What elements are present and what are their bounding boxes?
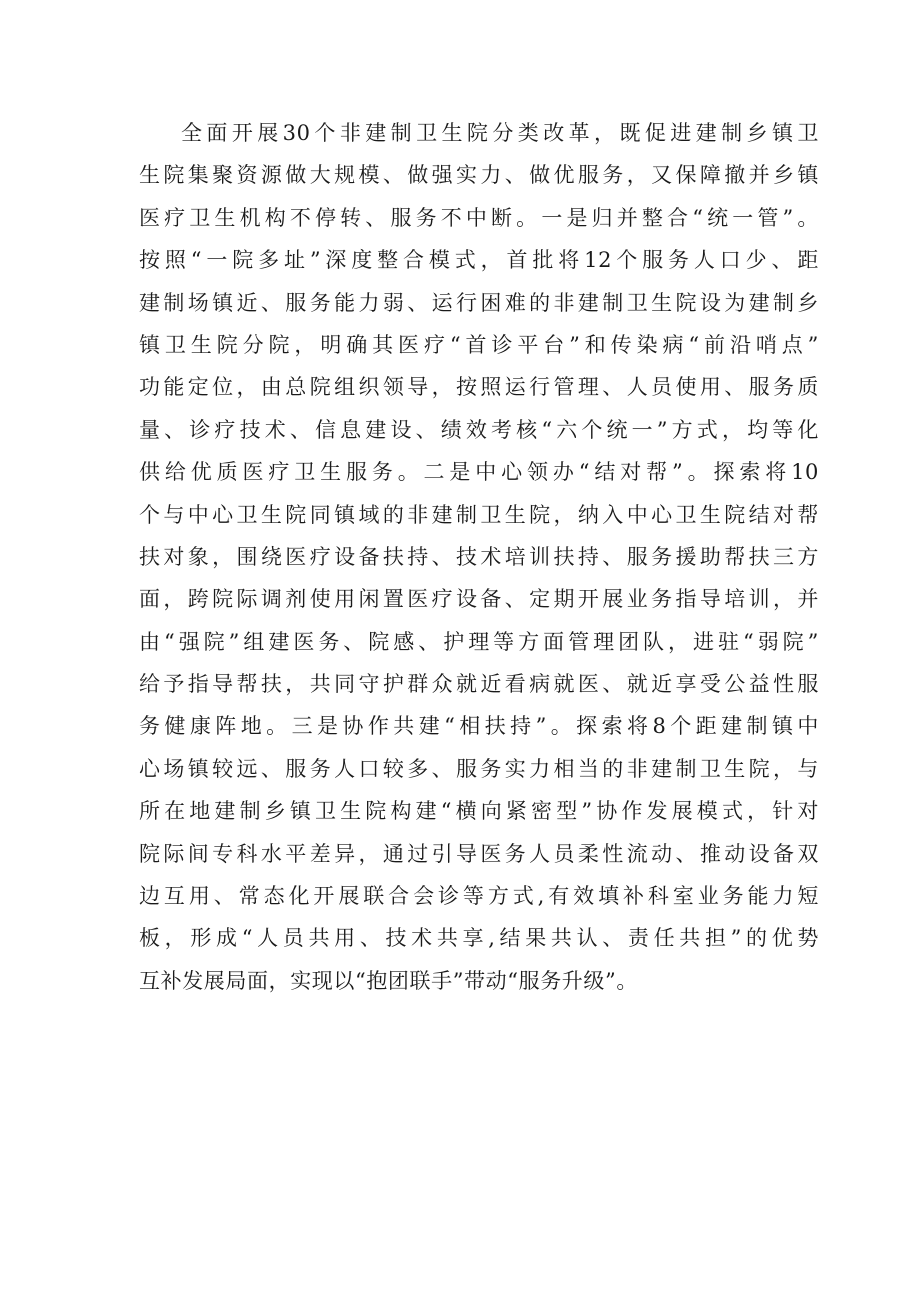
paragraph-line: 面，跨院际调剂使用闲置医疗设备、定期开展业务指导培训，并 [139, 587, 819, 612]
paragraph-line: 心场镇较远、服务人口较多、服务实力相当的非建制卫生院，与 [139, 756, 819, 781]
paragraph-line: 镇卫生院分院，明确其医疗“首诊平台”和传染病“前沿哨点” [139, 332, 819, 357]
paragraph-line: 生院集聚资源做大规模、做强实力、做优服务，又保障撤并乡镇 [139, 163, 819, 188]
paragraph-line: 医疗卫生机构不停转、服务不中断。一是归并整合“统一管”。 [139, 205, 819, 230]
paragraph-line: 个与中心卫生院同镇域的非建制卫生院，纳入中心卫生院结对帮 [139, 502, 819, 527]
paragraph-line: 量、诊疗技术、信息建设、绩效考核“六个统一”方式，均等化 [139, 417, 819, 442]
paragraph-line: 互补发展局面，实现以“抱团联手”带动“服务升级”。 [139, 968, 638, 993]
paragraph-line: 按照“一院多址”深度整合模式，首批将12个服务人口少、距 [139, 248, 819, 273]
paragraph-line: 院际间专科水平差异，通过引导医务人员柔性流动、推动设备双 [139, 841, 819, 866]
paragraph-line: 功能定位，由总院组织领导，按照运行管理、人员使用、服务质 [139, 375, 819, 400]
paragraph-line: 边互用、常态化开展联合会诊等方式,有效填补科室业务能力短 [139, 884, 819, 909]
paragraph-line: 务健康阵地。三是协作共建“相扶持”。探索将8个距建制镇中 [139, 714, 819, 739]
paragraph-line: 建制场镇近、服务能力弱、运行困难的非建制卫生院设为建制乡 [139, 290, 819, 315]
paragraph-line: 扶对象，围绕医疗设备扶持、技术培训扶持、服务援助帮扶三方 [139, 544, 819, 569]
paragraph-line: 供给优质医疗卫生服务。二是中心领办“结对帮”。探索将10 [139, 460, 819, 485]
paragraph-line: 由“强院”组建医务、院感、护理等方面管理团队，进驻“弱院” [139, 629, 819, 654]
paragraph-line: 板，形成“人员共用、技术共享,结果共认、责任共担”的优势 [139, 926, 819, 951]
paragraph-line: 全面开展30个非建制卫生院分类改革，既促进建制乡镇卫 [181, 121, 819, 145]
paragraph-line: 给予指导帮扶，共同守护群众就近看病就医、就近享受公益性服 [139, 672, 819, 697]
paragraph-line: 所在地建制乡镇卫生院构建“横向紧密型”协作发展模式，针对 [139, 799, 819, 824]
body-paragraph [139, 112, 819, 1002]
